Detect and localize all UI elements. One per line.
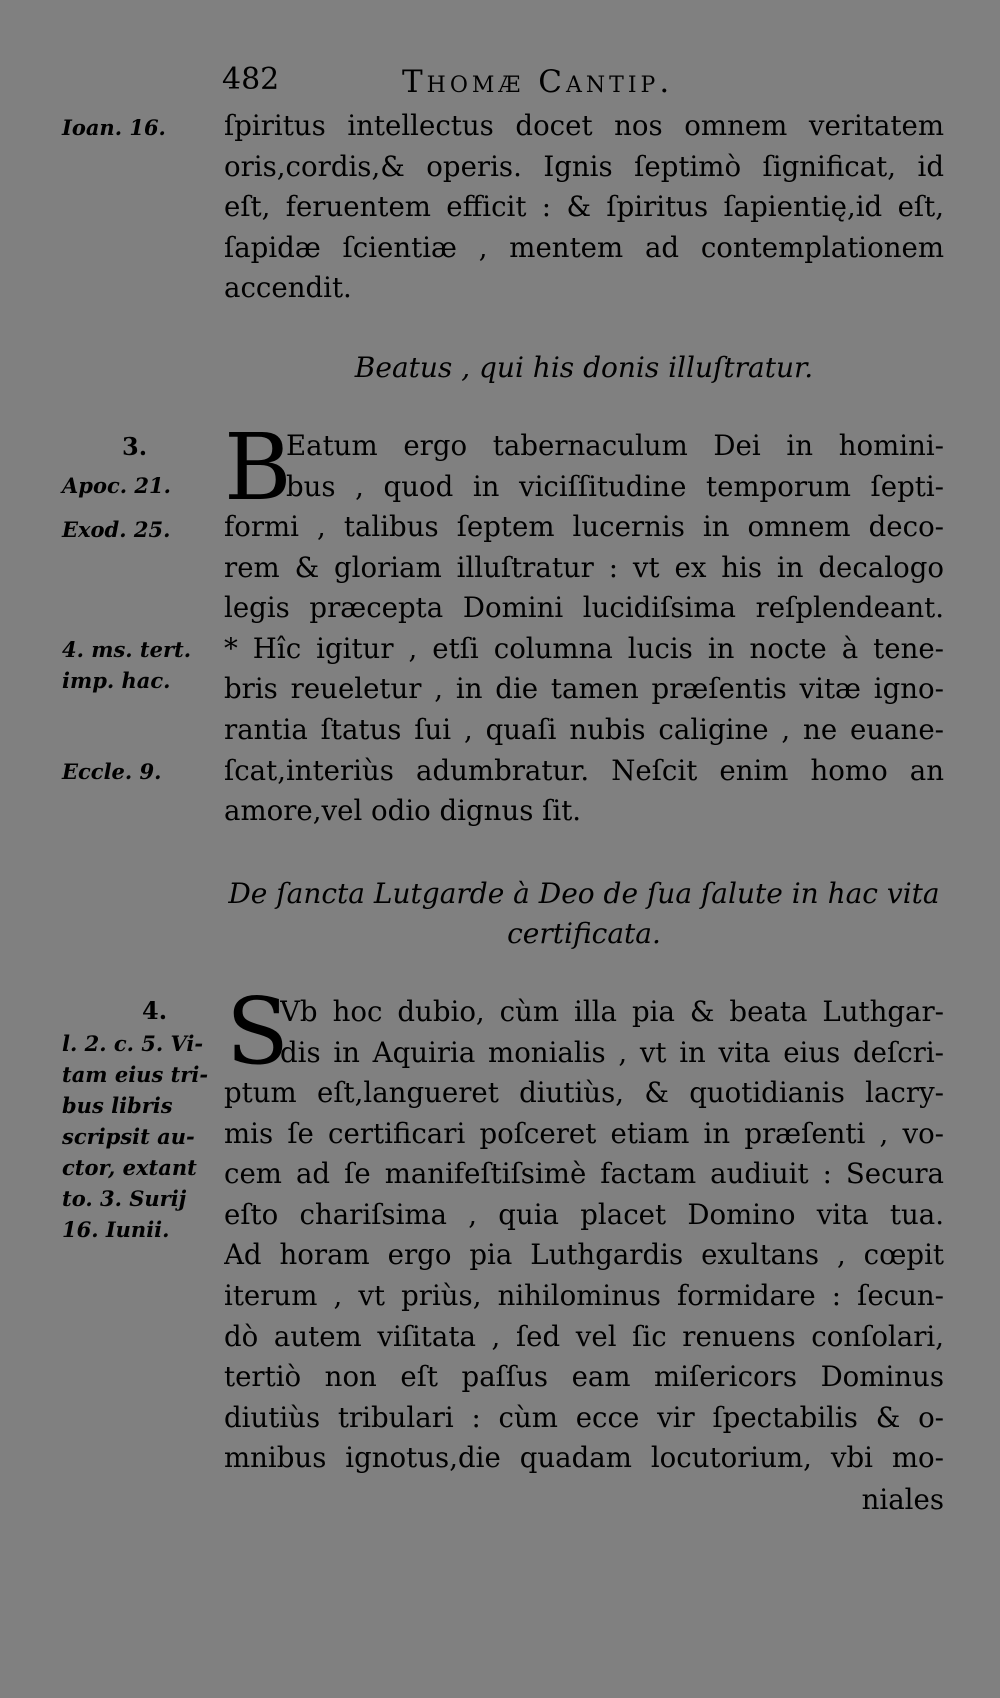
text-line: ſcat,interiùs adumbratur. Neſcit enim homo an: [224, 753, 944, 787]
page-header: [222, 62, 942, 102]
paragraph-sub-hoc-opening: [280, 992, 944, 1073]
margin-number-3: 3.: [122, 432, 148, 461]
text-line: legis præcepta Domini lucidiſsima reſplendeant.: [224, 591, 944, 625]
text-line: dò autem viſitata , ſed vel ſic renuens conſolari,: [224, 1319, 944, 1353]
page-number: 482: [222, 62, 280, 97]
margin-note-line: imp. hac.: [62, 668, 171, 693]
text-line: rantia ſtatus ſui , quaſi nubis caligine , ne euane-: [224, 712, 944, 746]
margin-note-line: l. 2. c. 5. Vi-: [62, 1031, 204, 1056]
margin-note-line: 16. Iunii.: [62, 1217, 170, 1242]
text-line: tertiò non eſt paſſus eam miſericors Dominus: [224, 1360, 944, 1394]
text-line: diutiùs tribulari : cùm ecce vir ſpectabilis & o-: [224, 1400, 944, 1434]
text-line: accendit.: [224, 271, 352, 305]
text-line: Ad horam ergo pia Luthgardis exultans , cœpit: [224, 1238, 944, 1272]
catchword: niales: [861, 1483, 944, 1516]
paragraph-continuation: [224, 106, 944, 309]
text-line: ptum eſt,langueret diutiùs, & quotidianis lacry-: [224, 1076, 944, 1109]
text-line: eſto chariſsima , quia placet Domino vita tua.: [224, 1197, 944, 1231]
margin-note-ioan: Ioan. 16.: [62, 115, 166, 140]
heading-line: De ſancta Lutgarde à Deo de ſua ſalute in hac vita: [228, 877, 940, 910]
running-head: Thomæ Cantip.: [402, 64, 674, 100]
section-heading-beatus: Beatus , qui his donis illuſtratur.: [354, 351, 814, 384]
text-line: Vb hoc dubio, cùm illa pia & beata Luthgar-: [280, 995, 944, 1028]
text-line: dis in Aquiria monialis , vt in vita eius deſcri-: [280, 1035, 944, 1069]
margin-note-line: ctor, extant: [62, 1155, 197, 1180]
paragraph-sub-hoc: [224, 1073, 944, 1479]
text-line: ſpiritus intellectus docet nos omnem veritatem: [224, 109, 944, 142]
margin-note-exod: Exod. 25.: [62, 517, 171, 542]
text-line: mis ſe certificari poſceret etiam in præſenti , vo-: [224, 1116, 944, 1150]
text-line: ſapidæ ſcientiæ , mentem ad contemplationem: [224, 230, 944, 264]
margin-note-eccle: Eccle. 9.: [62, 759, 162, 784]
text-line: bris reueletur , in die tamen præſentis vitæ igno-: [224, 672, 944, 706]
margin-note-ms: [62, 634, 212, 696]
text-line: rem & gloriam illuſtratur : vt ex his in decalogo: [224, 550, 944, 584]
margin-note-line: scripsit au-: [62, 1124, 195, 1149]
section-heading-lutgarde: [224, 874, 944, 954]
text-line: formi , talibus ſeptem lucernis in omnem deco-: [224, 510, 944, 543]
text-line: eſt, feruentem efficit : & ſpiritus ſapientię,id eſt,: [224, 190, 944, 224]
margin-note-apoc: Apoc. 21.: [62, 473, 171, 498]
paragraph-beatum: [224, 507, 944, 832]
text-line: oris,cordis,& operis. Ignis ſeptimò ſignificat, id: [224, 149, 944, 183]
margin-note-line: bus libris: [62, 1093, 173, 1118]
text-line: mnibus ignotus,die quadam locutorium, vbi mo-: [224, 1441, 944, 1475]
margin-note-line: tam eius tri-: [62, 1062, 209, 1087]
heading-line: certificata.: [507, 917, 661, 950]
margin-note-vita: [62, 1028, 212, 1245]
text-line: * Hîc igitur , etſi columna lucis in nocte à tene-: [224, 631, 944, 665]
drop-cap-b: B: [224, 414, 292, 521]
text-line: iterum , vt priùs, nihilominus formidare : ſecun-: [224, 1278, 944, 1312]
text-line: bus , quod in viciſſitudine temporum ſepti-: [286, 469, 944, 503]
margin-note-line: 4. ms. tert.: [62, 637, 192, 662]
margin-number-4: 4.: [142, 996, 168, 1025]
text-line: Eatum ergo tabernaculum Dei in homini-: [286, 429, 944, 462]
drop-cap-s: S: [226, 978, 290, 1085]
text-line: cem ad ſe manifeſtiſsimè factam audiuit : Secura: [224, 1157, 944, 1191]
margin-note-line: to. 3. Surij: [62, 1186, 187, 1211]
text-line: amore,vel odio dignus ſit.: [224, 794, 582, 828]
paragraph-beatum-opening: [286, 426, 944, 507]
